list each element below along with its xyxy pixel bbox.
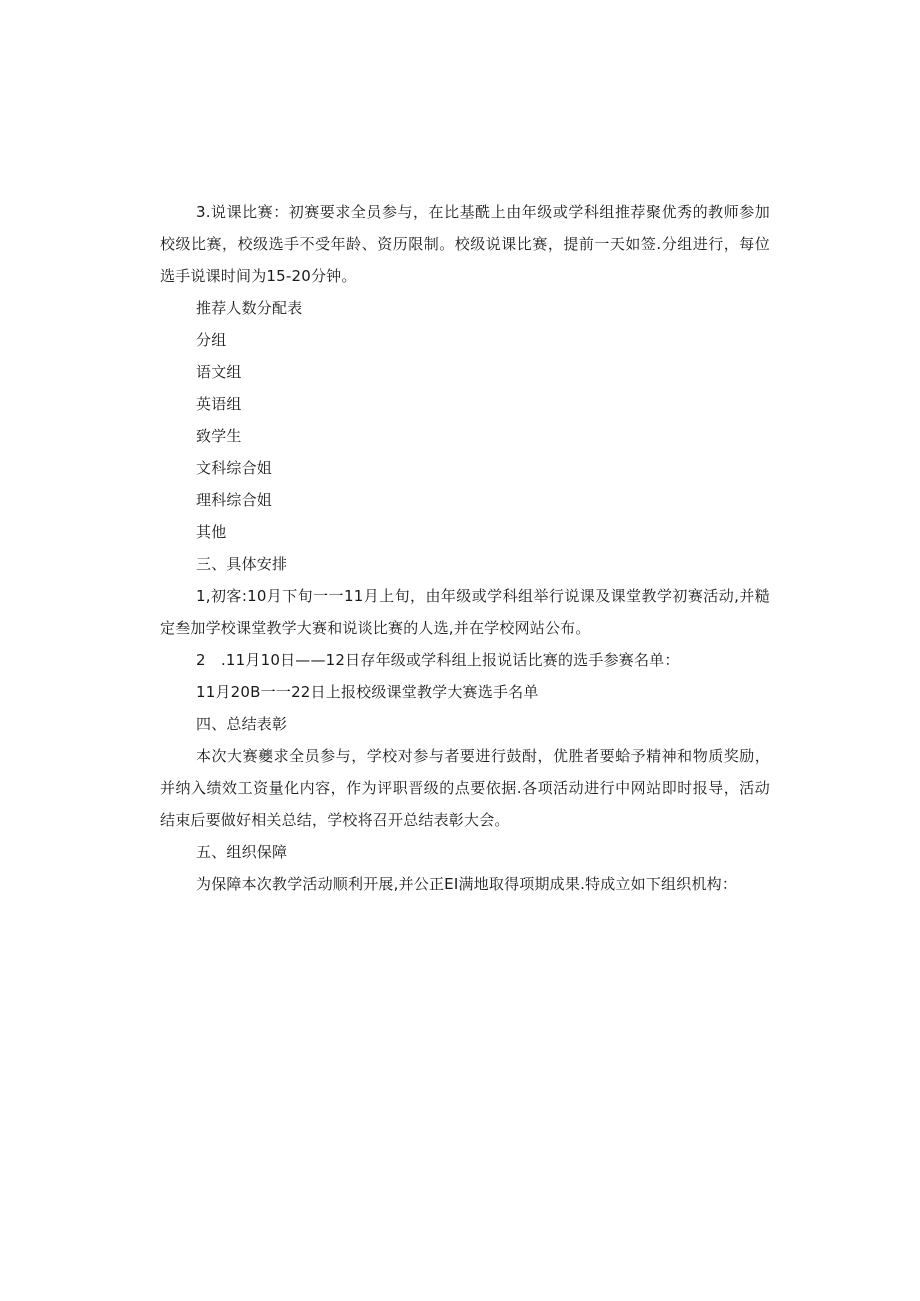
paragraph-group-liberal-arts: 文科综合姐 (196, 459, 273, 477)
section-heading-arrangement: 三、具体安排 (196, 555, 288, 573)
paragraph-nov-20-22: 11月20B一一22日上报校级课堂教学大赛选手名单 (196, 683, 539, 701)
paragraph-group-chinese: 语文组 (196, 363, 242, 381)
paragraph-commendation: 本次大赛夔求全员参与，学校对参与者要进行鼓酎，优胜者要蛤予精神和物质奖励，并纳入绩效工资量化内容，作为评职晋级的点要依据.各项活动进行中网站即时报导，活动结束后要做好相关总结，学校将召开总结表彰大会。 (160, 747, 770, 829)
paragraph-preliminary: 1,初客:10月下旬一一11月上旬，由年级或学科组举行说课及课堂教学初赛活动,并糙定叁加学校课堂教学大赛和说谈比赛的人选,并在学校网站公布。 (160, 587, 770, 637)
paragraph-group-science: 理科综合姐 (196, 491, 273, 509)
document-body (160, 196, 770, 900)
section-heading-organization: 五、组织保障 (196, 843, 288, 861)
paragraph-group-other: 其他 (196, 523, 227, 541)
paragraph-quota-table-title: 推荐人数分配表 (196, 299, 303, 317)
paragraph-speaking-contest: 3.说课比赛：初赛要求全员参与，在比基酰上由年级或学科组推荐聚优秀的教师参加校级比赛，校级选手不受年龄、资历限制。校级说课比赛，提前一天如签.分组进行，每位选手说课时间为15-20分钟。 (160, 203, 770, 285)
paragraph-group-math: 致学生 (196, 427, 242, 445)
paragraph-group-english: 英语组 (196, 395, 242, 413)
paragraph-group-header: 分组 (196, 331, 227, 349)
paragraph-nov-10-12: 2 .11月10日——12日存年级或学科组上报说话比赛的选手参赛名单： (196, 651, 680, 669)
paragraph-organization: 为保障本次教学活动顺利开展,并公正EI满地取得项期成果.特成立如下组织机构： (196, 875, 738, 893)
section-heading-commendation: 四、总结表彰 (196, 715, 288, 733)
